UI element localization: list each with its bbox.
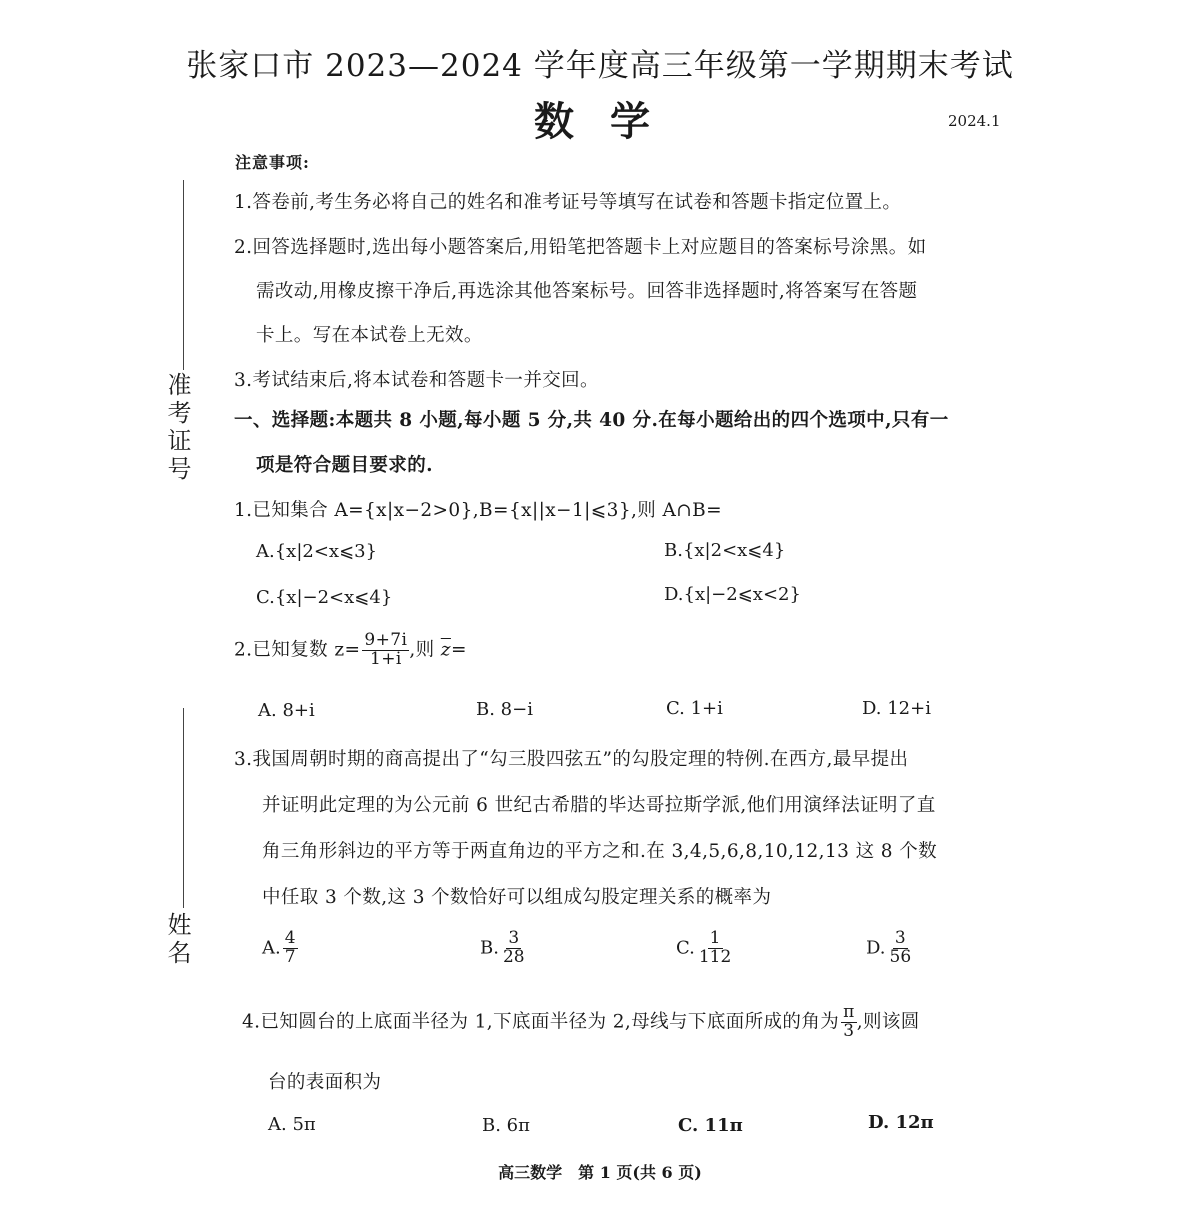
name-label: 姓名: [163, 912, 191, 968]
q3-option-b-fraction: [501, 930, 527, 967]
q1-option-b: B.{x|2<x⩽4}: [664, 540, 786, 561]
notice-item-2-line-1: 2.回答选择题时,选出每小题答案后,用铅笔把答题卡上对应题目的答案标号涂黑。如: [234, 237, 927, 258]
name-line: [183, 708, 184, 908]
q2-fraction-numerator: 9+7i: [364, 630, 408, 650]
q1-stem: 1.已知集合 A={x|x−2>0},B={x||x−1|⩽3},则 A∩B=: [234, 500, 723, 521]
notice-heading: 注意事项:: [235, 153, 310, 172]
q4-option-a: A. 5π: [268, 1114, 316, 1135]
q2-option-b: B. 8−i: [476, 699, 533, 720]
notice-item-3: 3.考试结束后,将本试卷和答题卡一并交回。: [234, 370, 599, 391]
q3-option-c: [676, 930, 733, 967]
q4-option-d: D. 12π: [868, 1112, 934, 1133]
q2-option-d: D. 12+i: [862, 698, 931, 719]
q2-option-c: C. 1+i: [666, 698, 723, 719]
section-1-heading: 一、选择题:本题共 8 小题,每小题 5 分,共 40 分.在每小题给出的四个选项中,只有一: [234, 410, 949, 431]
q3-option-d-fraction: [888, 930, 914, 967]
q1-option-a: A.{x|2<x⩽3}: [256, 541, 378, 562]
q2-fraction: [362, 632, 409, 669]
q2-option-a: A. 8+i: [258, 700, 315, 721]
q3-option-a-numerator: 4: [284, 928, 296, 948]
q4-option-b: B. 6π: [482, 1115, 530, 1136]
q2-stem-suffix: =: [450, 639, 467, 661]
exam-id-line: [183, 180, 184, 370]
q3-option-b-numerator: 3: [508, 928, 520, 948]
notice-item-2-line-3: 卡上。写在本试卷上无效。: [256, 325, 483, 346]
q2-stem-mid: ,则: [409, 639, 441, 661]
q3-option-d-label: D.: [866, 937, 886, 959]
q3-option-d-denominator: 56: [889, 946, 912, 967]
q3-stem-line-2: 并证明此定理的为公元前 6 世纪古希腊的毕达哥拉斯学派,他们用演绎法证明了直: [262, 795, 936, 816]
q3-stem-line-4: 中任取 3 个数,这 3 个数恰好可以组成勾股定理关系的概率为: [262, 887, 772, 908]
q2-fraction-denominator: 1+i: [370, 648, 402, 669]
subject-title: 数学: [534, 98, 686, 145]
exam-id-label: 准考证号: [163, 372, 191, 484]
q3-option-c-label: C.: [676, 937, 695, 959]
exam-title: 张家口市 2023—2024 学年度高三年级第一学期期末考试: [186, 48, 1014, 84]
q4-stem-line-1: [242, 1004, 920, 1041]
q3-option-d: [866, 930, 913, 967]
q3-option-b-denominator: 28: [502, 946, 525, 967]
q3-option-b-label: B.: [480, 937, 499, 959]
q4-fraction-numerator: π: [843, 1002, 855, 1022]
q3-stem-line-1: 3.我国周朝时期的商高提出了“勾三股四弦五”的勾股定理的特例.在西方,最早提出: [234, 749, 909, 770]
q4-fraction-denominator: 3: [843, 1020, 855, 1041]
q2-conjugate-z: $\overline{z}$: [440, 639, 451, 661]
q3-option-a-fraction: [283, 930, 298, 967]
q3-option-d-numerator: 3: [894, 928, 906, 948]
notice-item-1: 1.答卷前,考生务必将自己的姓名和准考证号等填写在试卷和答题卡指定位置上。: [234, 192, 902, 213]
q3-option-c-fraction: [697, 930, 733, 967]
q1-option-d: D.{x|−2⩽x<2}: [664, 584, 801, 605]
q4-option-c: C. 11π: [678, 1115, 743, 1136]
page-footer: 高三数学 第 1 页(共 6 页): [498, 1163, 702, 1182]
q4-fraction: [841, 1004, 857, 1041]
notice-item-2-line-2: 需改动,用橡皮擦干净后,再选涂其他答案标号。回答非选择题时,将答案写在答题: [256, 281, 918, 302]
q2-stem-prefix: 2.已知复数 z=: [234, 639, 361, 661]
q4-stem-line-2: 台的表面积为: [268, 1072, 382, 1093]
q3-option-c-numerator: 1: [709, 928, 721, 948]
q3-option-b: [480, 930, 527, 967]
section-1-heading-cont: 项是符合题目要求的.: [256, 455, 433, 476]
q1-option-c: C.{x|−2<x⩽4}: [256, 587, 393, 608]
q3-stem-line-3: 角三角形斜边的平方等于两直角边的平方之和.在 3,4,5,6,8,10,12,13 这 8 个数: [262, 841, 938, 862]
exam-date: 2024.1: [948, 112, 1001, 130]
q3-option-c-denominator: 112: [698, 946, 732, 967]
q4-stem-suffix: ,则该圆: [856, 1011, 920, 1033]
q3-option-a-label: A.: [262, 937, 281, 959]
q2-stem: [234, 632, 467, 669]
q3-option-a-denominator: 7: [284, 946, 296, 967]
q3-option-a: [262, 930, 298, 967]
q4-stem-prefix: 4.已知圆台的上底面半径为 1,下底面半径为 2,母线与下底面所成的角为: [242, 1011, 840, 1033]
